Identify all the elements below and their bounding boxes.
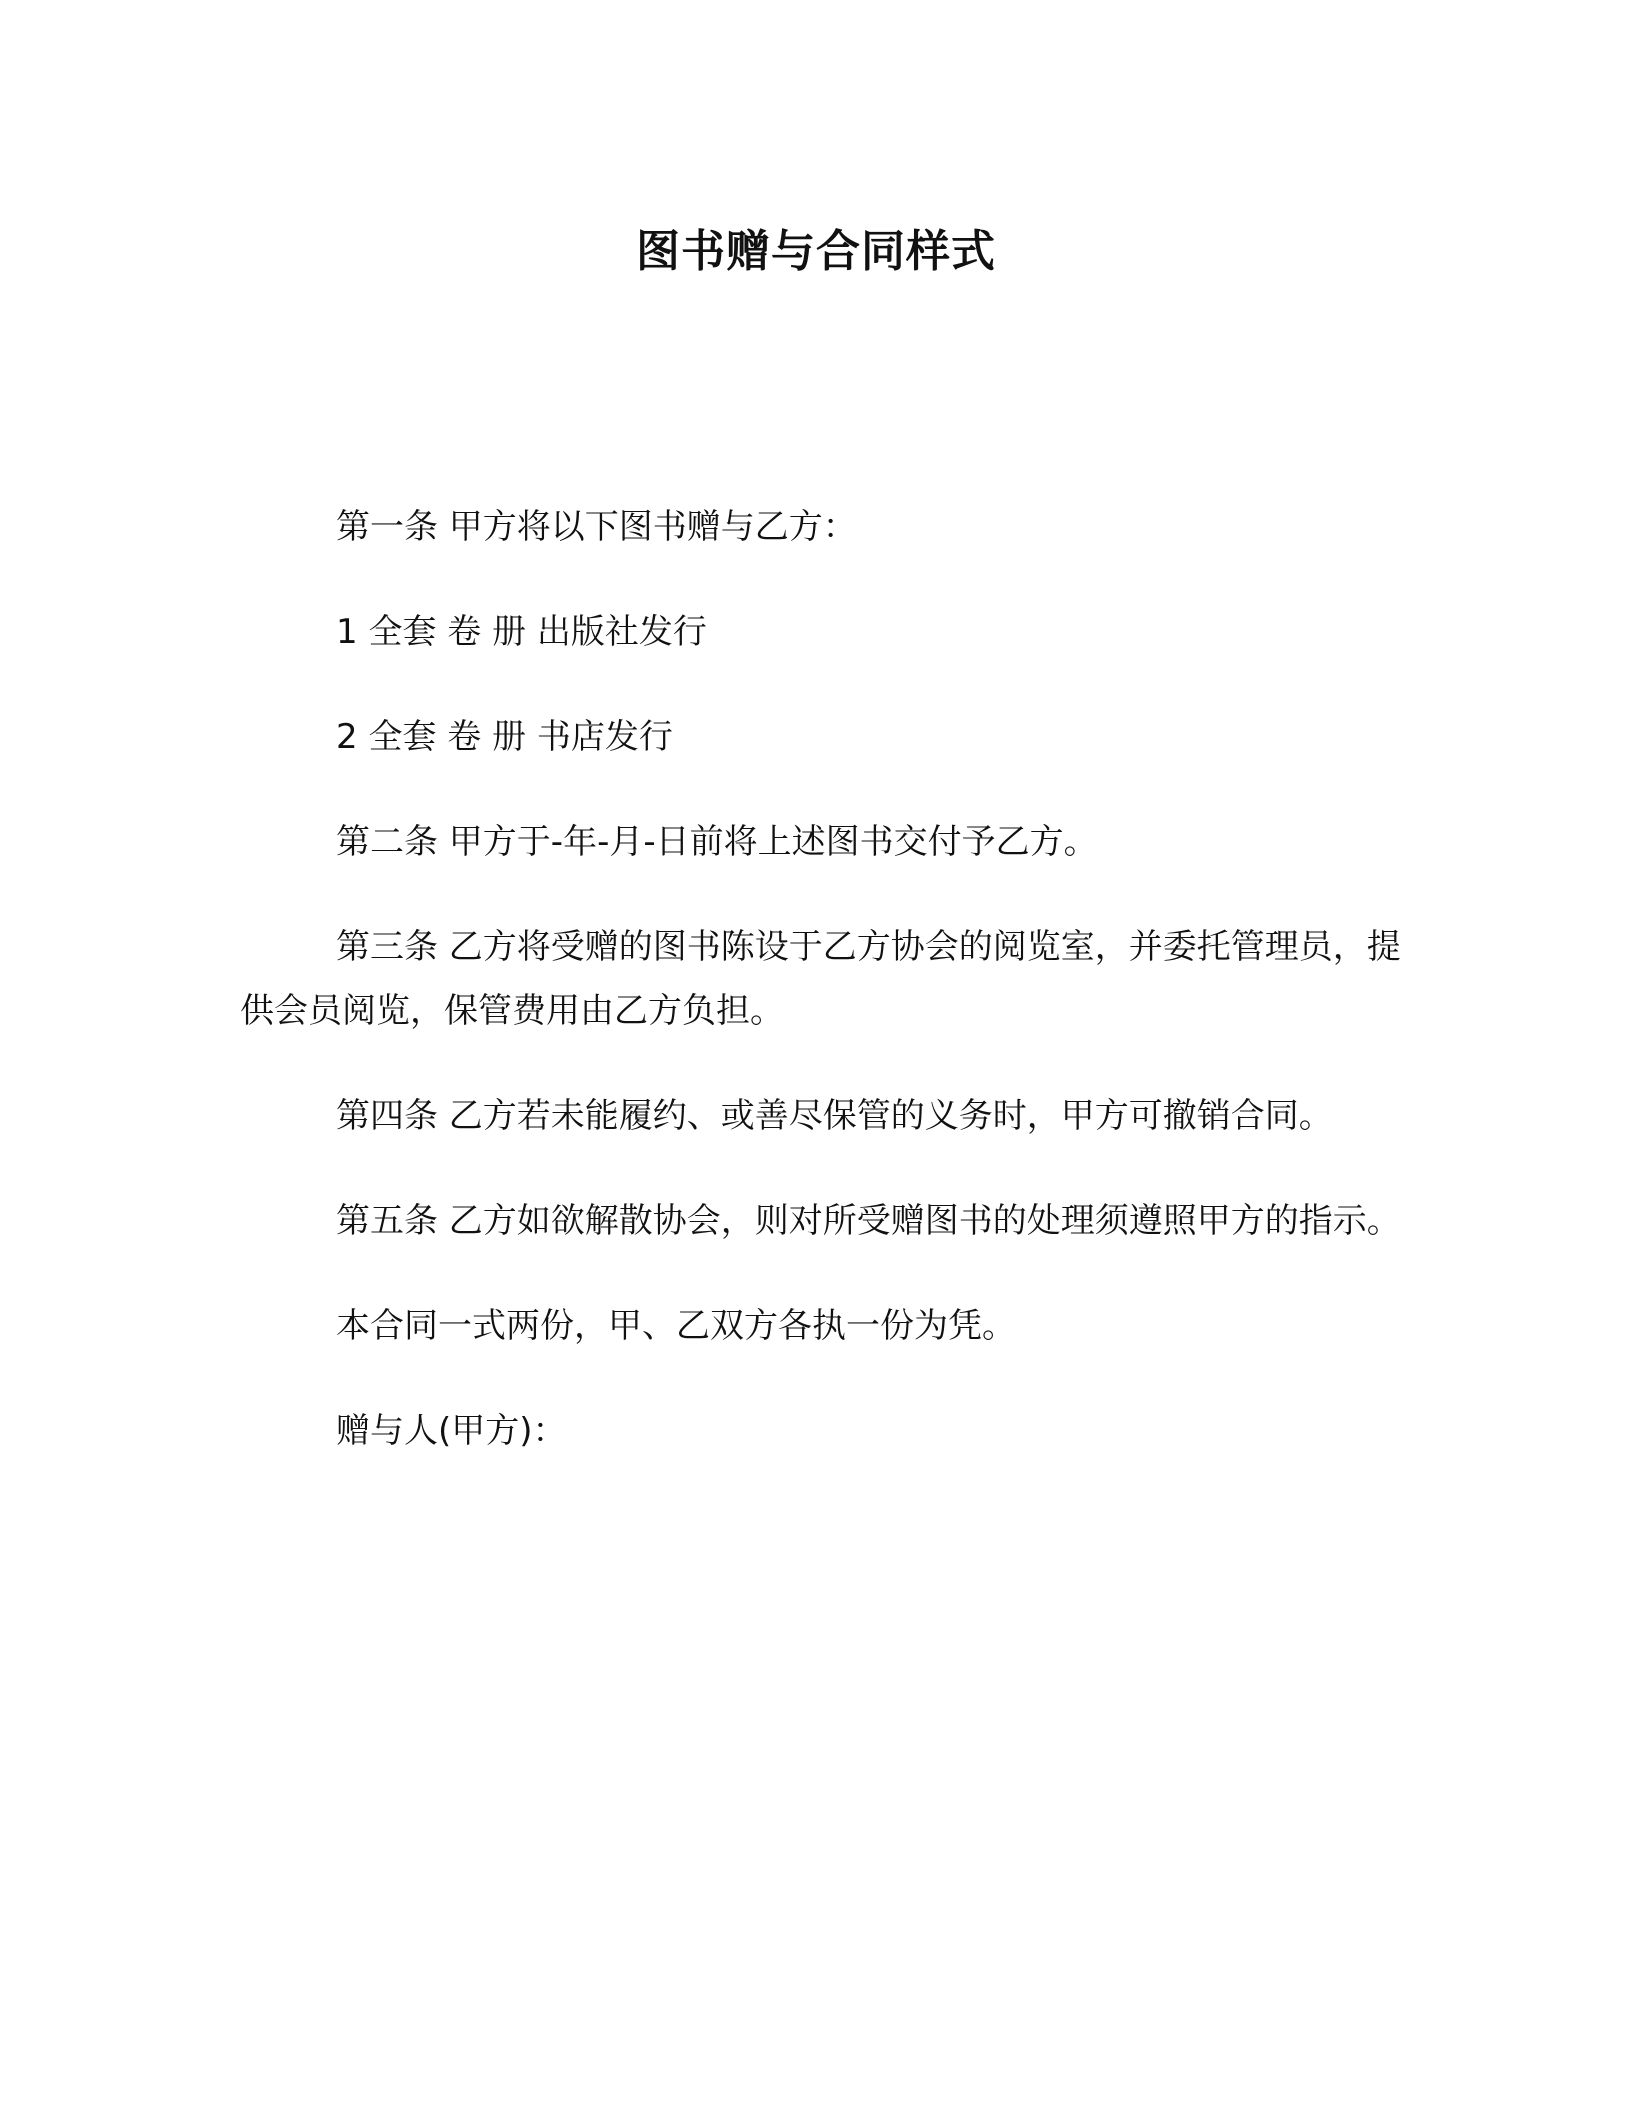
clause-5: 第五条 乙方如欲解散协会，则对所受赠图书的处理须遵照甲方的指示。 [336, 1201, 1401, 1241]
clause-4: 第四条 乙方若未能履约、或善尽保管的义务时，甲方可撤销合同。 [336, 1096, 1333, 1136]
clause-2: 第二条 甲方于-年-月-日前将上述图书交付予乙方。 [336, 822, 1098, 862]
clause-1: 第一条 甲方将以下图书赠与乙方： [336, 507, 857, 547]
document-body [240, 495, 1415, 1504]
donor-signature-line: 赠与人(甲方)： [336, 1411, 567, 1451]
item-2: 2 全套 卷 册 书店发行 [336, 717, 673, 757]
copies-note: 本合同一式两份，甲、乙双方各执一份为凭。 [336, 1306, 1016, 1346]
clause-3: 第三条 乙方将受赠的图书陈设于乙方协会的阅览室，并委托管理员，提供会员阅览，保管费用由乙方负担。 [240, 927, 1401, 1031]
document-title: 图书赠与合同样式 [636, 226, 996, 277]
item-1: 1 全套 卷 册 出版社发行 [336, 612, 707, 652]
